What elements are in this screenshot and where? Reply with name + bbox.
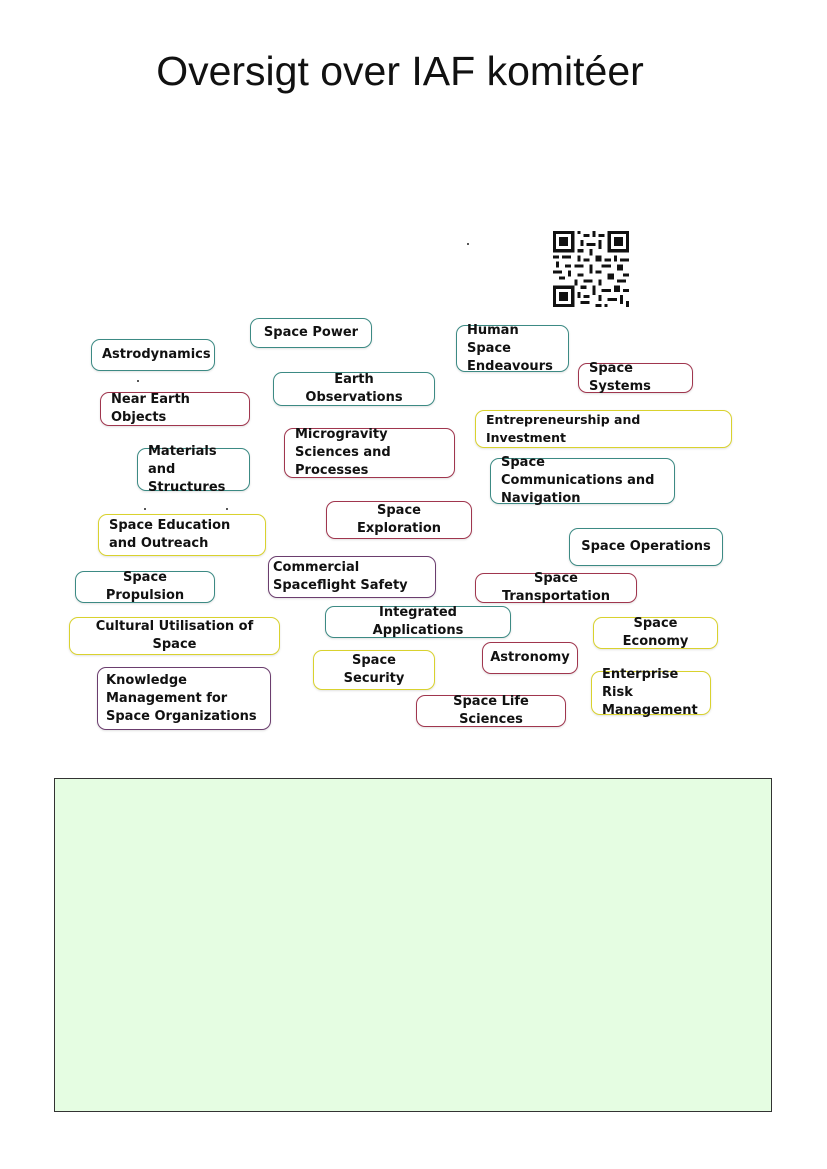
committee-bubble: Integrated Applications [325, 606, 511, 638]
committee-bubble: Astrodynamics [91, 339, 215, 371]
committee-bubble: Space Education and Outreach [98, 514, 266, 556]
committee-bubble: Space Operations [569, 528, 723, 566]
stray-dot [226, 508, 228, 510]
committee-bubble: Space Power [250, 318, 372, 348]
committee-bubble: Near Earth Objects [100, 392, 250, 426]
committee-bubble: Space Communications and Navigation [490, 458, 675, 504]
committee-bubble: Commercial Spaceflight Safety [268, 556, 436, 598]
committee-bubble: Knowledge Management for Space Organizations [97, 667, 271, 730]
committee-bubble: Earth Observations [273, 372, 435, 406]
committee-bubble: Space Propulsion [75, 571, 215, 603]
committee-bubble: Space Exploration [326, 501, 472, 539]
committee-bubble: Space Systems [578, 363, 693, 393]
committee-bubble: Cultural Utilisation of Space [69, 617, 280, 655]
committee-bubble: Space Security [313, 650, 435, 690]
stray-dot [467, 243, 469, 245]
committee-bubble: Enterprise Risk Management [591, 671, 711, 715]
page-title: Oversigt over IAF komitéer [156, 48, 644, 94]
committee-bubble: Human Space Endeavours [456, 325, 569, 372]
committee-bubble: Space Economy [593, 617, 718, 649]
stray-dot [137, 380, 139, 382]
committee-bubble: Materials and Structures [137, 448, 250, 491]
committee-bubble: Space Life Sciences [416, 695, 566, 727]
qr-code-icon [553, 231, 629, 307]
committee-bubble: Entrepreneurship and Investment [475, 410, 732, 448]
notes-box[interactable] [54, 778, 772, 1112]
stray-dot [144, 508, 146, 510]
committee-bubble: Astronomy [482, 642, 578, 674]
committee-bubble: Microgravity Sciences and Processes [284, 428, 455, 478]
committee-bubble: Space Transportation [475, 573, 637, 603]
